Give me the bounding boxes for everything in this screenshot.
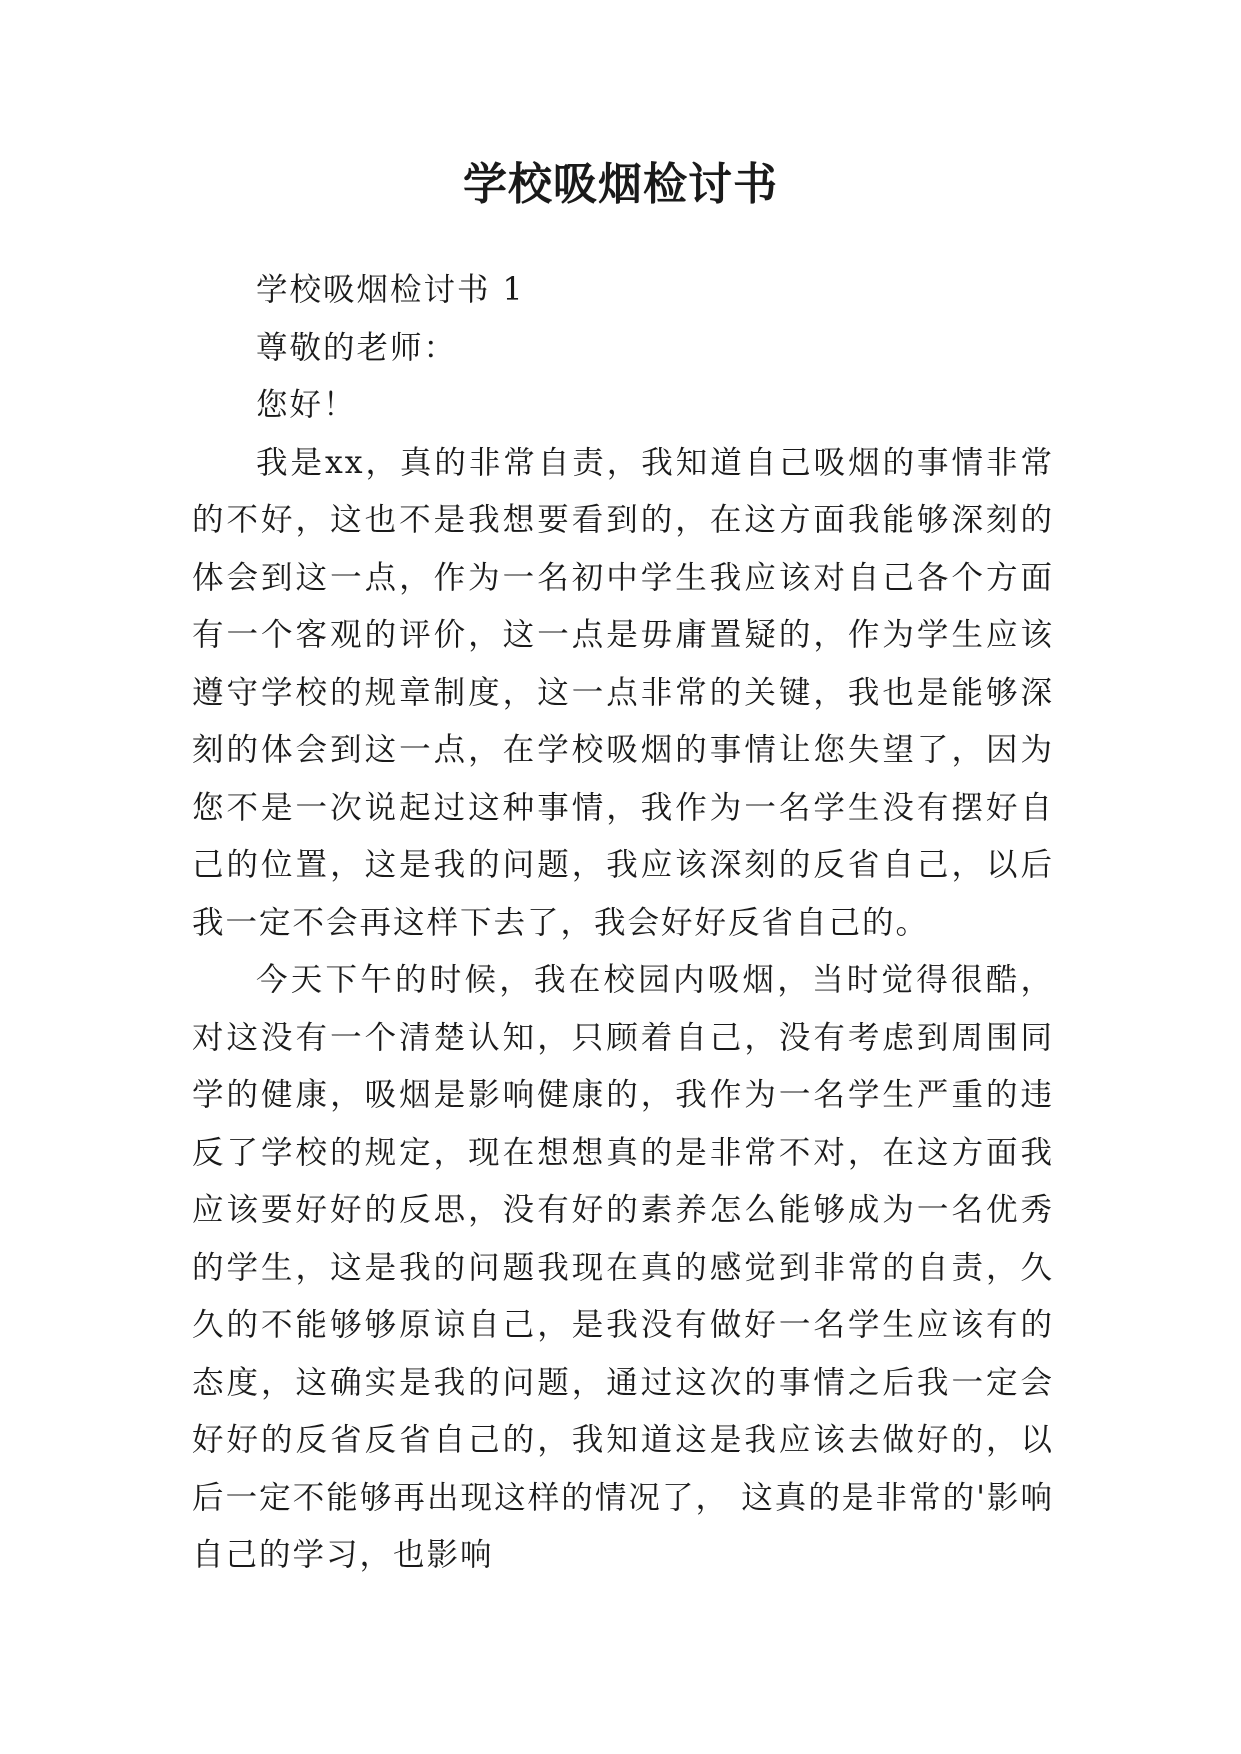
- paragraph-1: 我是xx，真的非常自责，我知道自己吸烟的事情非常的不好，这也不是我想要看到的，在这方面我能够深刻的体会到这一点，作为一名初中学生我应该对自己各个方面有一个客观的评价，这一点是毋庸置疑的，作为学生应该遵守学校的规章制度，这一点非常的关键，我也是能够深刻的体会到这一点，在学校吸烟的事情让您失望了，因为您不是一次说起过这种事情，我作为一名学生没有摆好自己的位置，这是我的问题，我应该深刻的反省自己，以后我一定不会再这样下去了，我会好好反省自己的。: [192, 444, 1054, 941]
- salutation: 尊敬的老师：: [256, 329, 458, 366]
- paragraph-2: 今天下午的时候，我在校园内吸烟，当时觉得很酷，对这没有一个清楚认知，只顾着自己，没有考虑到周围同学的健康，吸烟是影响健康的，我作为一名学生严重的违反了学校的规定，现在想想真的是非常不对，在这方面我应该要好好的反思，没有好的素养怎么能够成为一名优秀的学生，这是我的问题我现在真的感觉到非常的自责，久久的不能够够原谅自己，是我没有做好一名学生应该有的态度，这确实是我的问题，通过这次的事情之后我一定会好好的反省反省自己的，我知道这是我应该去做好的，以后一定不能够再出现这样的情况了， 这真的是非常的'影响自己的学习，也影响: [192, 962, 1054, 1573]
- document-body: [192, 262, 1054, 1585]
- section-heading: 学校吸烟检讨书 1: [256, 272, 525, 308]
- document-title: 学校吸烟检讨书: [463, 159, 778, 210]
- greeting: 您好！: [256, 387, 357, 423]
